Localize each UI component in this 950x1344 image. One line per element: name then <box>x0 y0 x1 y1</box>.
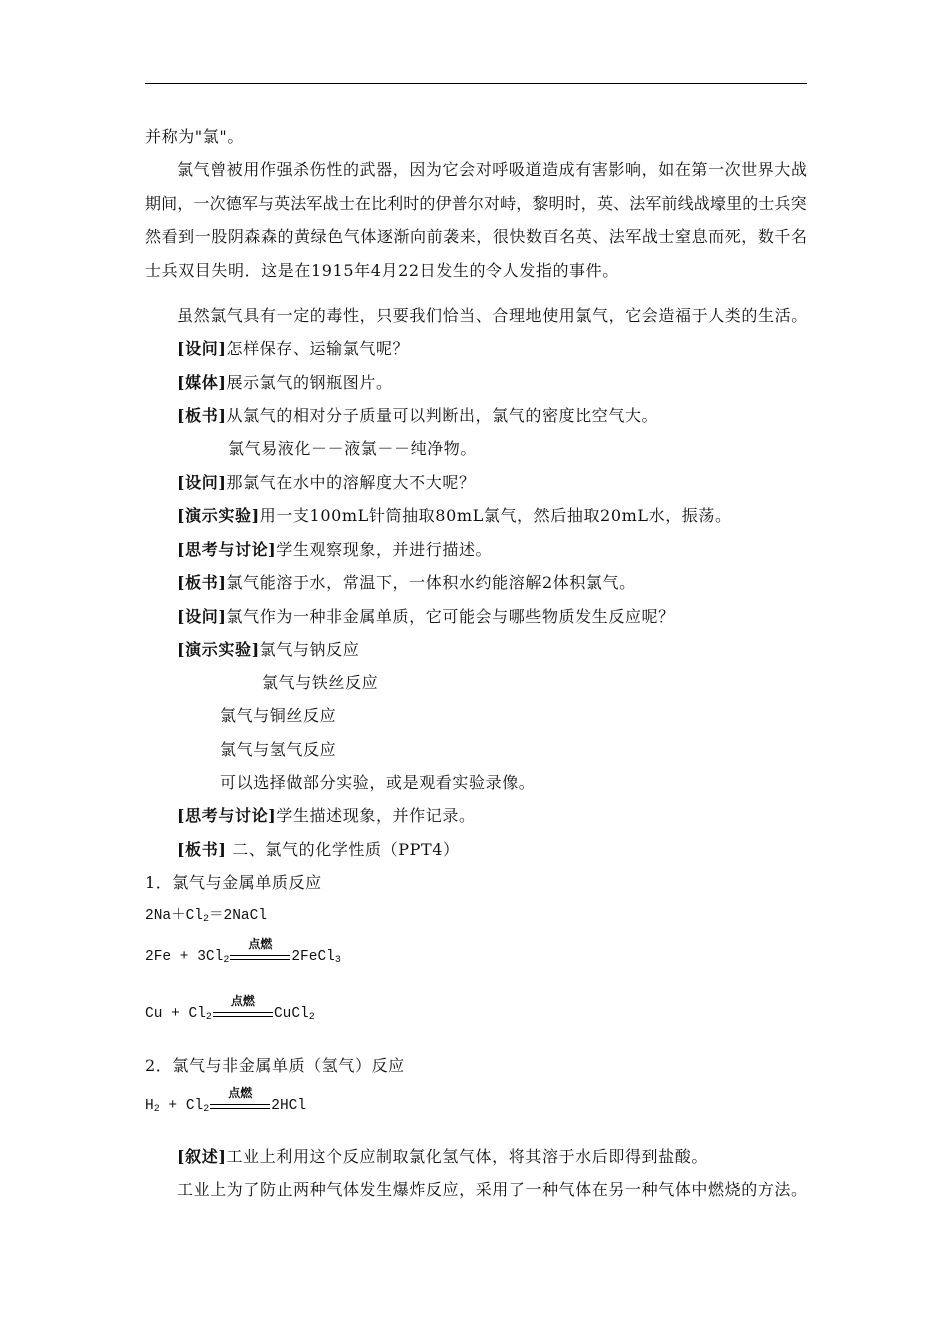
paragraph-line: 然 看 到 一 股 阴 森 森 的 黄 绿 色 气 体 逐 渐 向 前 袭 来 ， 很 快 数 百 名 英 、 法 军 战 士 窒 息 而 死 ， 数 千 名 <box>145 227 807 246</box>
discussion-line: [思考与讨论]学生描述现象，并作记录。 <box>177 806 476 825</box>
equation-fe: $2Fe + 3Cl_2$ 点燃 2FeCl$_3$ <box>145 937 341 966</box>
board-line: 氯气易液化－－液氯－－纯净物。 <box>228 439 478 458</box>
paragraph-line: 士兵双目失明．这是在1915年4月22日发生的令人发指的事件。 <box>145 261 619 280</box>
paragraph-line: 并称为"氯"。 <box>145 127 244 146</box>
narration-line: 工 业 上 为 了 防 止 两 种 气 体 发 生 爆 炸 反 应 ， 采 用 了 一 种 气 体 在 另 一 种 气 体 中 燃 烧 的 方 法 。 <box>177 1180 807 1199</box>
demo-item: 氯气与氢气反应 <box>220 740 337 759</box>
paragraph-line: 期 间 ， 一 次 德 军 与 英 法 军 战 士 在 比 利 时 的 伊 普 尔 对 峙 ， 黎 明 时 ， 英 、 法 军 前 线 战 壕 里 的 士 兵 突 <box>145 194 807 213</box>
condition-label: 点燃 <box>230 994 255 1008</box>
equation-na: $2Na+Cl_2=2NaCl$ <box>145 908 268 925</box>
media-line: [媒体]展示氯气的钢瓶图片。 <box>177 373 393 392</box>
condition-label: 点燃 <box>228 1086 253 1100</box>
board-line: [板书] 二、氯气的化学性质（PPT4） <box>177 840 460 859</box>
equation-h2: $H_2 + Cl_2$ 点燃 2HCl <box>145 1086 307 1115</box>
question-line: [设问]氯气作为一种非金属单质，它可能会与哪些物质发生反应呢？ <box>177 607 675 626</box>
demo-item: 氯气与铁丝反应 <box>262 673 379 692</box>
tag-label: [媒体] <box>177 373 227 392</box>
paragraph-line: 氯 气 曾 被 用 作 强 杀 伤 性 的 武 器 ， 因 为 它 会 对 呼 吸 道 造 成 有 害 影 响 ， 如 在 第 一 次 世 界 大 战 <box>177 160 807 179</box>
tag-label: [板书] <box>177 406 227 425</box>
tag-label: [演示实验] <box>177 640 260 659</box>
tag-label: [设问] <box>177 339 227 358</box>
equation-cu: $Cu + Cl_2$ 点燃 CuCl$_2$ <box>145 994 315 1023</box>
reaction-arrow <box>230 937 290 966</box>
header-rule <box>145 83 807 84</box>
tag-label: [设问] <box>177 473 227 492</box>
board-line: [板书]从氯气的相对分子质量可以判断出，氯气的密度比空气大。 <box>177 406 659 425</box>
board-line: [板书]氯气能溶于水，常温下，一体积水约能溶解2体积氯气。 <box>177 573 636 592</box>
tag-label: [演示实验] <box>177 506 260 525</box>
demo-line: [演示实验]用一支100mL针筒抽取80mL氯气，然后抽取20mL水，振荡。 <box>177 506 732 525</box>
section-heading: 1．氯气与金属单质反应 <box>145 873 322 892</box>
paragraph-line: 虽然氯气具有一定的毒性，只要我们恰当、合理地使用氯气，它会造福于人类的生活。 <box>177 306 808 325</box>
discussion-line: [思考与讨论]学生观察现象，并进行描述。 <box>177 540 493 559</box>
tag-label: [板书] <box>177 840 227 859</box>
question-line: [设问]那氯气在水中的溶解度大不大呢？ <box>177 473 476 492</box>
narration-line: [叙述]工业上利用这个反应制取氯化氢气体，将其溶于水后即得到盐酸。 <box>177 1147 708 1166</box>
demo-item: 氯气与铜丝反应 <box>220 706 337 725</box>
tag-label: [叙述] <box>177 1147 227 1166</box>
demo-line: [演示实验]氯气与钠反应 <box>177 640 360 659</box>
tag-label: [设问] <box>177 607 227 626</box>
demo-note: 可以选择做部分实验，或是观看实验录像。 <box>220 773 536 792</box>
reaction-arrow <box>210 1086 270 1115</box>
tag-label: [思考与讨论] <box>177 540 277 559</box>
reaction-arrow <box>213 994 273 1023</box>
question-line: [设问]怎样保存、运输氯气呢？ <box>177 339 410 358</box>
tag-label: [板书] <box>177 573 227 592</box>
section-heading: 2．氯气与非金属单质（氢气）反应 <box>145 1056 405 1075</box>
condition-label: 点燃 <box>248 937 273 951</box>
tag-label: [思考与讨论] <box>177 806 277 825</box>
